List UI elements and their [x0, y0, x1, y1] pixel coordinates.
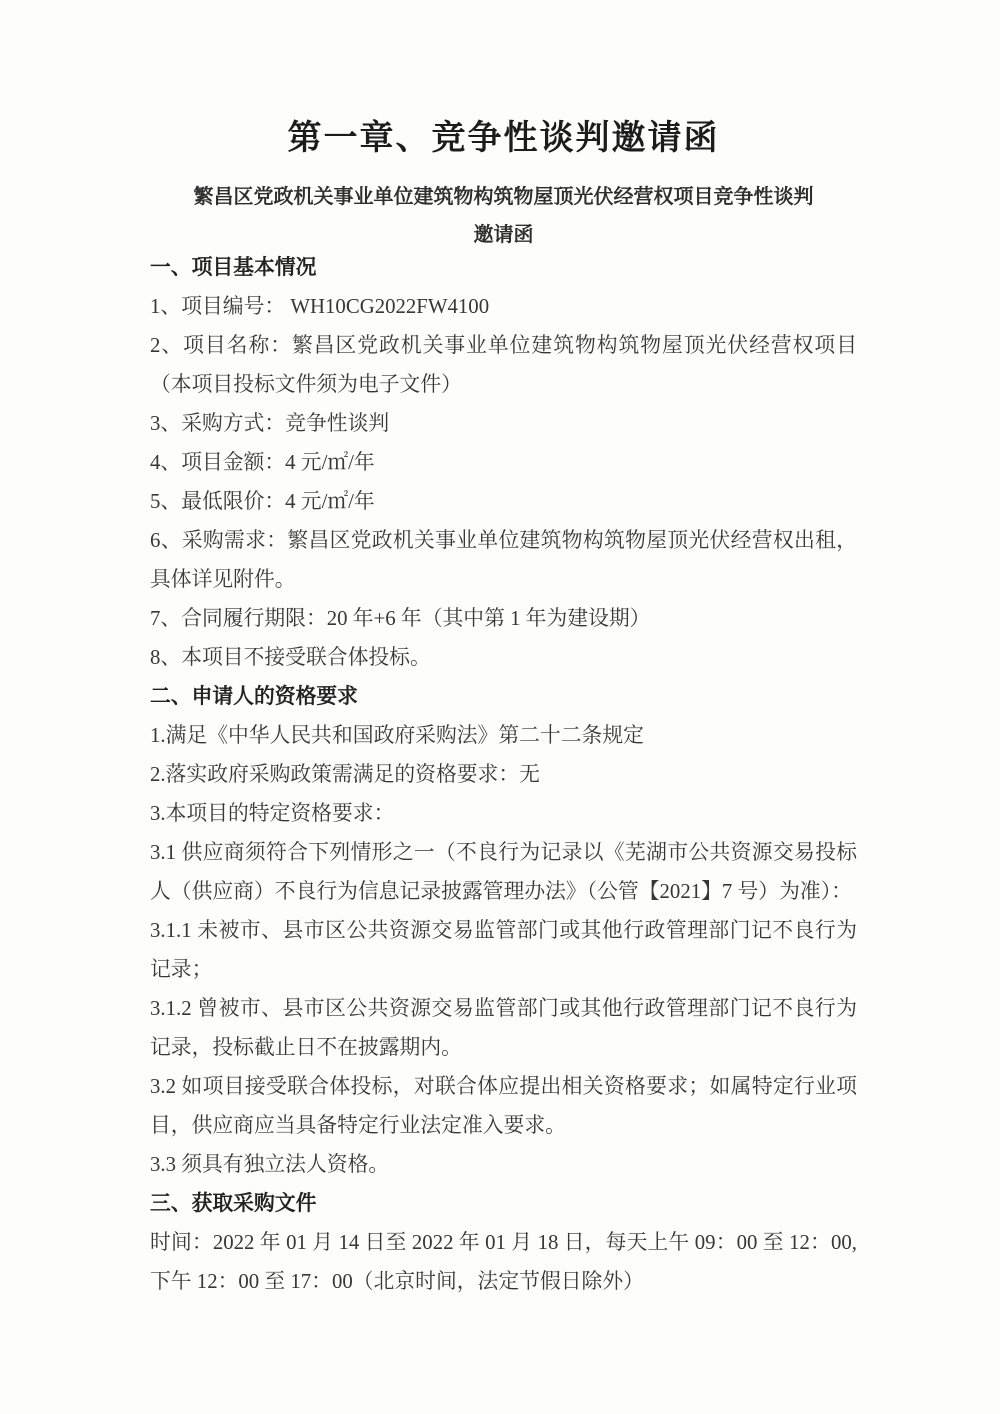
paragraph: 3.本项目的特定资格要求： — [150, 802, 395, 825]
section-heading-3: 三、获取采购文件 — [150, 1192, 317, 1215]
paragraph: 2.落实政府采购政策需满足的资格要求：无 — [150, 763, 540, 786]
paragraph: 2、项目名称：繁昌区党政机关事业单位建筑物构筑物屋顶光伏经营权项目（本项目投标文件须为电子文件） — [150, 334, 857, 396]
section-heading-1: 一、项目基本情况 — [150, 256, 317, 279]
paragraph: 3.1.2 曾被市、县市区公共资源交易监管部门或其他行政管理部门记不良行为记录，投标截止日不在披露期内。 — [150, 997, 857, 1059]
paragraph: 3、采购方式：竞争性谈判 — [150, 412, 390, 435]
paragraph: 4、项目金额：4 元/㎡/年 — [150, 451, 375, 474]
paragraph: 6、采购需求：繁昌区党政机关事业单位建筑物构筑物屋顶光伏经营权出租，具体详见附件。 — [150, 529, 857, 591]
document-subtitle — [150, 178, 857, 254]
subtitle-line-2: 邀请函 — [473, 224, 534, 246]
paragraph: 1.满足《中华人民共和国政府采购法》第二十二条规定 — [150, 724, 644, 747]
paragraph: 3.2 如项目接受联合体投标，对联合体应提出相关资格要求；如属特定行业项目，供应商应当具备特定行业法定准入要求。 — [150, 1075, 857, 1137]
document-body — [150, 248, 857, 1301]
paragraph: 1、项目编号： WH10CG2022FW4100 — [150, 295, 490, 318]
section-heading-2: 二、申请人的资格要求 — [150, 685, 358, 708]
subtitle-line-1: 繁昌区党政机关事业单位建筑物构筑物屋顶光伏经营权项目竞争性谈判 — [193, 186, 814, 208]
paragraph: 时间：2022 年 01 月 14 日至 2022 年 01 月 18 日，每天上午 09：00 至 12：00,下午 12：00 至 17：00（北京时间，法定节假日除外） — [150, 1231, 857, 1293]
paragraph: 3.1 供应商须符合下列情形之一（不良行为记录以《芜湖市公共资源交易投标人（供应商）不良行为信息记录披露管理办法》（公管【2021】7 号）为准）： — [150, 841, 857, 903]
paragraph: 3.3 须具有独立法人资格。 — [150, 1153, 390, 1176]
paragraph: 8、本项目不接受联合体投标。 — [150, 646, 431, 669]
paragraph: 3.1.1 未被市、县市区公共资源交易监管部门或其他行政管理部门记不良行为记录； — [150, 919, 857, 981]
paragraph: 5、最低限价：4 元/㎡/年 — [150, 490, 375, 513]
paragraph: 7、合同履行期限：20 年+6 年（其中第 1 年为建设期） — [150, 607, 651, 630]
chapter-title: 第一章、竞争性谈判邀请函 — [287, 120, 720, 157]
